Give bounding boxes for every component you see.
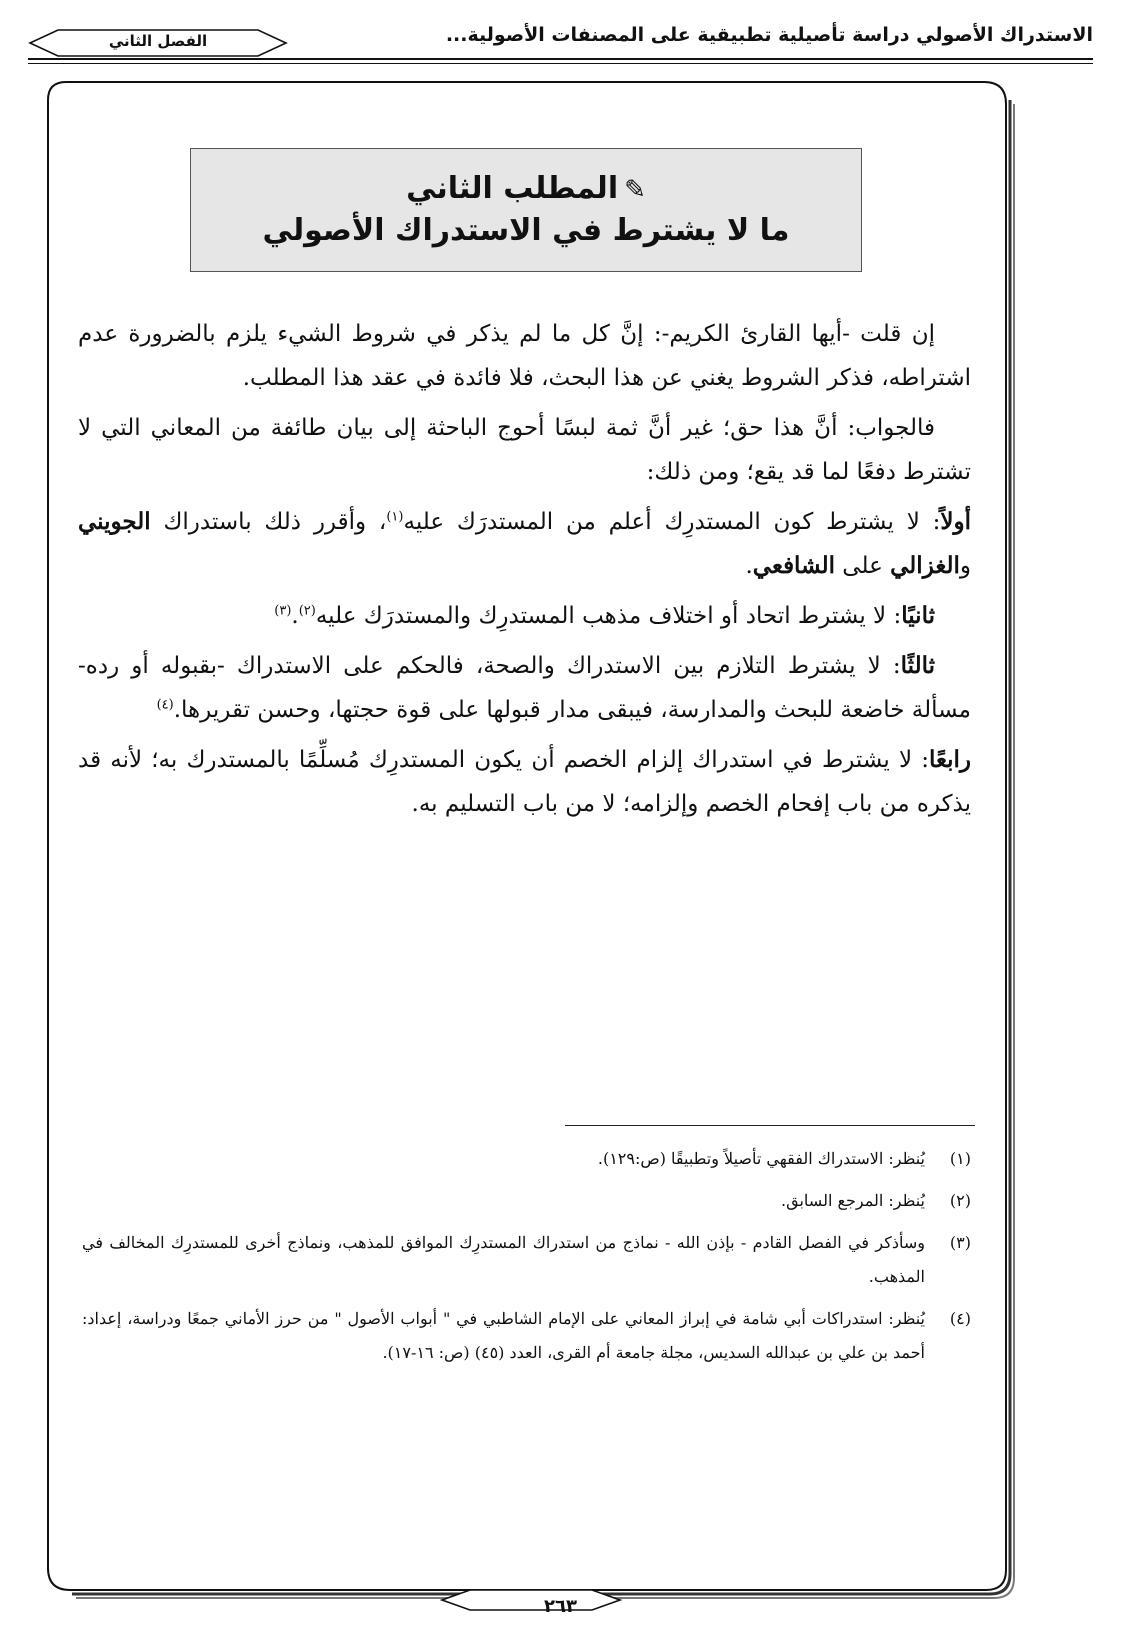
paragraph-5	[78, 644, 971, 732]
running-title: الاستدراك الأصولي دراسة تأصيلية تطبيقية على المصنفات الأصولية...	[445, 24, 1093, 46]
footnote-text: وسأذكر في الفصل القادم - بإذن الله - نماذج من استدراك المستدرِك الموافق للمذهب، ونماذج أخرى للمستدرِك المخالف في المذهب.	[82, 1233, 925, 1286]
footnote-number: (٤)	[949, 1309, 971, 1328]
footnote-number: (٢)	[949, 1191, 971, 1210]
label-first: أولاً	[940, 508, 971, 535]
p3-text-d: على	[834, 553, 891, 579]
label-second: ثانيًا	[901, 602, 935, 629]
pencil-icon: ✎	[624, 175, 646, 205]
section-title-text: المطلب الثاني	[406, 171, 619, 206]
footnote-text: يُنظر: المرجع السابق.	[781, 1191, 925, 1210]
p4-text-a: : لا يشترط اتحاد أو اختلاف مذهب المستدرِك والمستدرَك عليه	[315, 603, 902, 629]
footnote-2	[82, 1184, 971, 1218]
p3-text-a: : لا يشترط كون المستدرِك أعلم من المستدرَك عليه	[403, 509, 941, 535]
body-text	[78, 312, 971, 832]
name-ghazali: الغزالي	[890, 552, 960, 579]
p6-text: : لا يشترط في استدراك إلزام الخصم أن يكون المستدرِك مُسلِّمًا بالمستدرك به؛ لأنه قد يذكره من باب إفحام الخصم وإلزامه؛ لا من باب التسليم به.	[78, 747, 971, 817]
section-title-line2: ما لا يشترط في الاستدراك الأصولي	[262, 213, 790, 248]
paragraph-2: فالجواب: أنَّ هذا حق؛ غير أنَّ ثمة لبسًا أحوج الباحثة إلى بيان طائفة من المعاني التي لا تشترط دفعًا لما قد يقع؛ ومن ذلك:	[78, 415, 971, 485]
footnote-separator	[565, 1125, 975, 1126]
paragraph-3	[78, 500, 971, 588]
footnote-3	[82, 1226, 971, 1294]
footnote-4	[82, 1302, 971, 1370]
page-number: ٢٦٣	[544, 1596, 577, 1617]
label-third: ثالثًا	[900, 652, 935, 679]
paragraph-4	[78, 594, 971, 638]
footnote-number: (٣)	[949, 1233, 971, 1252]
p4-text-b: .	[291, 603, 299, 629]
name-juwayni: الجويني	[78, 508, 151, 535]
paragraph-1: إن قلت -أيها القارئ الكريم-: إنَّ كل ما لم يذكر في شروط الشيء يلزم بالضرورة عدم اشتراطه، فذكر الشروط يغني عن هذا البحث، فلا فائدة في عقد هذا المطلب.	[78, 321, 971, 391]
footnote-ref-3[interactable]: (٣)	[274, 603, 292, 619]
label-fourth: رابعًا	[928, 746, 971, 773]
footnote-ref-1[interactable]: (١)	[386, 509, 404, 525]
footnote-text: يُنظر: الاستدراك الفقهي تأصيلاً وتطبيقًا (ص:١٢٩).	[597, 1149, 925, 1168]
section-title-line1	[191, 169, 861, 210]
chapter-tab-label: الفصل الثاني	[108, 32, 208, 50]
footnote-ref-2[interactable]: (٢)	[298, 603, 316, 619]
footnote-ref-4[interactable]: (٤)	[156, 697, 174, 713]
p3-text-b: ، وأقرر ذلك باستدراك	[150, 509, 387, 535]
p5-text: : لا يشترط التلازم بين الاستدراك والصحة، فالحكم على الاستدراك -بقبوله أو رده- مسألة خاضعة للبحث والمدارسة، فيبقى مدار قبولها على قوة حجتها، وحسن تقريرها.	[78, 653, 971, 723]
section-title-box	[190, 148, 862, 272]
p3-text-e: .	[745, 553, 753, 579]
footnote-1	[82, 1142, 971, 1176]
footnote-number: (١)	[949, 1149, 971, 1168]
name-shafii: الشافعي	[752, 552, 835, 579]
footnote-text: يُنظر: استدراكات أبي شامة في إبراز المعاني على الإمام الشاطبي في " أبواب الأصول " من حرز الأماني جمعًا ودراسة، إعداد: أحمد بن علي بن عبدالله السديس، مجلة جامعة أم القرى، العدد (٤٥) (ص: ١٦-١٧).	[82, 1309, 925, 1362]
footnotes	[82, 1142, 971, 1378]
p3-text-c: و	[959, 553, 971, 579]
paragraph-6	[78, 738, 971, 826]
